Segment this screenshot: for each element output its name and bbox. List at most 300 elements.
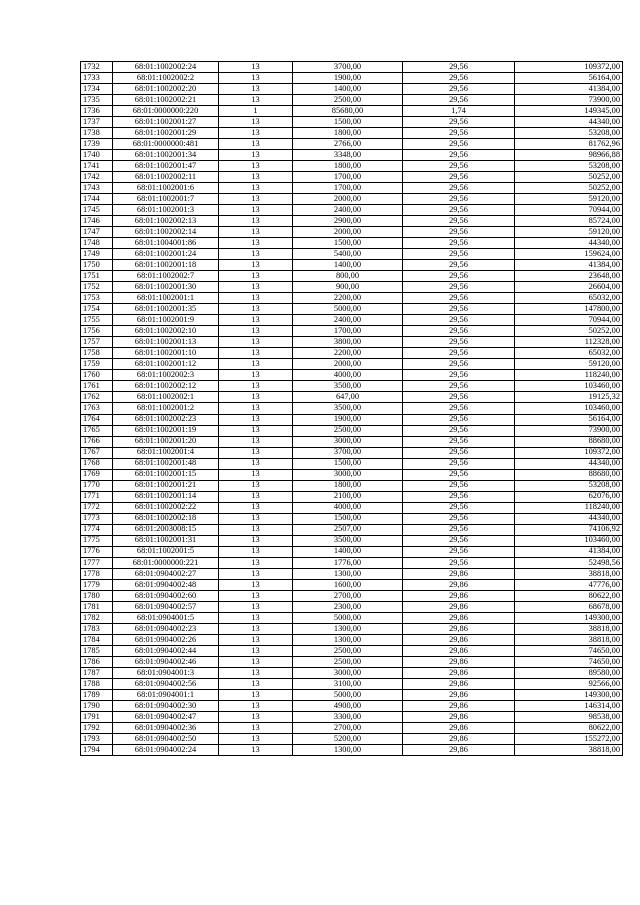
area-cell: 1900,00 [293, 73, 403, 84]
row-number-cell: 1739 [81, 139, 113, 150]
value-cell: 155272,00 [515, 733, 623, 744]
cadastral-number-cell: 68:01:1002001:29 [113, 128, 219, 139]
value-cell: 89580,00 [515, 667, 623, 678]
value-cell: 109372,00 [515, 62, 623, 73]
rate-cell: 29,56 [403, 293, 515, 304]
row-number-cell: 1761 [81, 381, 113, 392]
category-cell: 13 [219, 590, 293, 601]
value-cell: 47776,00 [515, 579, 623, 590]
category-cell: 13 [219, 678, 293, 689]
rate-cell: 29,56 [403, 381, 515, 392]
table-row [81, 667, 623, 678]
category-cell: 13 [219, 260, 293, 271]
rate-cell: 29,86 [403, 568, 515, 579]
rate-cell: 29,56 [403, 458, 515, 469]
area-cell: 2500,00 [293, 425, 403, 436]
category-cell: 13 [219, 458, 293, 469]
table-row [81, 381, 623, 392]
value-cell: 85724,00 [515, 216, 623, 227]
table-row [81, 194, 623, 205]
rate-cell: 29,86 [403, 733, 515, 744]
table-row [81, 293, 623, 304]
area-cell: 1300,00 [293, 634, 403, 645]
table-row [81, 260, 623, 271]
cadastral-number-cell: 68:01:1002001:34 [113, 150, 219, 161]
rate-cell: 29,56 [403, 304, 515, 315]
table-row [81, 73, 623, 84]
table-row [81, 711, 623, 722]
row-number-cell: 1743 [81, 183, 113, 194]
cadastral-number-cell: 68:01:1002001:48 [113, 458, 219, 469]
table-row [81, 216, 623, 227]
value-cell: 23648,00 [515, 271, 623, 282]
value-cell: 74106,92 [515, 524, 623, 535]
area-cell: 1700,00 [293, 172, 403, 183]
table-row [81, 656, 623, 667]
category-cell: 13 [219, 293, 293, 304]
row-number-cell: 1788 [81, 678, 113, 689]
category-cell: 13 [219, 194, 293, 205]
area-cell: 85680,00 [293, 106, 403, 117]
category-cell: 13 [219, 414, 293, 425]
value-cell: 44340,00 [515, 458, 623, 469]
row-number-cell: 1771 [81, 491, 113, 502]
rate-cell: 29,56 [403, 392, 515, 403]
value-cell: 149345,00 [515, 106, 623, 117]
category-cell: 13 [219, 689, 293, 700]
cadastral-number-cell: 68:01:1002002:7 [113, 271, 219, 282]
cadastral-number-cell: 68:01:0904002:48 [113, 579, 219, 590]
value-cell: 70944,00 [515, 315, 623, 326]
row-number-cell: 1774 [81, 524, 113, 535]
area-cell: 2700,00 [293, 590, 403, 601]
value-cell: 118240,00 [515, 370, 623, 381]
category-cell: 13 [219, 117, 293, 128]
area-cell: 3348,00 [293, 150, 403, 161]
table-row [81, 436, 623, 447]
table-row [81, 238, 623, 249]
row-number-cell: 1778 [81, 568, 113, 579]
rate-cell: 29,86 [403, 656, 515, 667]
category-cell: 13 [219, 733, 293, 744]
category-cell: 1 [219, 106, 293, 117]
row-number-cell: 1738 [81, 128, 113, 139]
value-cell: 98966,88 [515, 150, 623, 161]
row-number-cell: 1782 [81, 612, 113, 623]
value-cell: 70944,00 [515, 205, 623, 216]
area-cell: 2000,00 [293, 227, 403, 238]
area-cell: 4900,00 [293, 700, 403, 711]
row-number-cell: 1763 [81, 403, 113, 414]
area-cell: 2200,00 [293, 293, 403, 304]
area-cell: 1300,00 [293, 623, 403, 634]
area-cell: 1500,00 [293, 238, 403, 249]
area-cell: 3300,00 [293, 711, 403, 722]
cadastral-number-cell: 68:01:0904002:60 [113, 590, 219, 601]
cadastral-number-cell: 68:01:0904002:47 [113, 711, 219, 722]
value-cell: 44340,00 [515, 513, 623, 524]
value-cell: 41384,00 [515, 546, 623, 557]
value-cell: 88680,00 [515, 469, 623, 480]
cadastral-number-cell: 68:01:0904002:36 [113, 722, 219, 733]
table-row [81, 128, 623, 139]
area-cell: 4000,00 [293, 370, 403, 381]
cadastral-number-cell: 68:01:0904002:46 [113, 656, 219, 667]
area-cell: 3500,00 [293, 535, 403, 546]
category-cell: 13 [219, 282, 293, 293]
category-cell: 13 [219, 370, 293, 381]
category-cell: 13 [219, 348, 293, 359]
value-cell: 73900,00 [515, 95, 623, 106]
rate-cell: 29,56 [403, 414, 515, 425]
table-row [81, 271, 623, 282]
area-cell: 1500,00 [293, 513, 403, 524]
area-cell: 3500,00 [293, 381, 403, 392]
area-cell: 1800,00 [293, 128, 403, 139]
value-cell: 92566,00 [515, 678, 623, 689]
rate-cell: 29,56 [403, 491, 515, 502]
area-cell: 2700,00 [293, 722, 403, 733]
row-number-cell: 1783 [81, 623, 113, 634]
rate-cell: 29,56 [403, 524, 515, 535]
table-row [81, 568, 623, 579]
category-cell: 13 [219, 392, 293, 403]
area-cell: 2300,00 [293, 601, 403, 612]
row-number-cell: 1760 [81, 370, 113, 381]
row-number-cell: 1781 [81, 601, 113, 612]
value-cell: 74650,00 [515, 645, 623, 656]
category-cell: 13 [219, 524, 293, 535]
category-cell: 13 [219, 667, 293, 678]
table-row [81, 106, 623, 117]
value-cell: 53208,00 [515, 480, 623, 491]
area-cell: 1400,00 [293, 546, 403, 557]
rate-cell: 29,56 [403, 117, 515, 128]
value-cell: 146314,00 [515, 700, 623, 711]
area-cell: 2200,00 [293, 348, 403, 359]
value-cell: 38818,00 [515, 634, 623, 645]
table-row [81, 62, 623, 73]
cadastral-number-cell: 68:01:1002001:6 [113, 183, 219, 194]
table-row [81, 150, 623, 161]
cadastral-number-cell: 68:01:1002002:14 [113, 227, 219, 238]
category-cell: 13 [219, 62, 293, 73]
table-row [81, 447, 623, 458]
area-cell: 3800,00 [293, 337, 403, 348]
category-cell: 13 [219, 205, 293, 216]
category-cell: 13 [219, 128, 293, 139]
table-row [81, 546, 623, 557]
row-number-cell: 1766 [81, 436, 113, 447]
cadastral-number-cell: 68:01:1002001:10 [113, 348, 219, 359]
rate-cell: 29,56 [403, 139, 515, 150]
value-cell: 65032,00 [515, 293, 623, 304]
value-cell: 68678,00 [515, 601, 623, 612]
table-row [81, 304, 623, 315]
row-number-cell: 1740 [81, 150, 113, 161]
rate-cell: 29,86 [403, 678, 515, 689]
rate-cell: 29,86 [403, 590, 515, 601]
cadastral-number-cell: 68:01:0000000:221 [113, 557, 219, 568]
value-cell: 41384,00 [515, 260, 623, 271]
table-row [81, 733, 623, 744]
value-cell: 103460,00 [515, 403, 623, 414]
category-cell: 13 [219, 359, 293, 370]
value-cell: 103460,00 [515, 535, 623, 546]
area-cell: 5200,00 [293, 733, 403, 744]
area-cell: 1900,00 [293, 414, 403, 425]
area-cell: 2400,00 [293, 315, 403, 326]
value-cell: 74650,00 [515, 656, 623, 667]
category-cell: 13 [219, 271, 293, 282]
rate-cell: 29,56 [403, 502, 515, 513]
row-number-cell: 1785 [81, 645, 113, 656]
row-number-cell: 1764 [81, 414, 113, 425]
rate-cell: 29,56 [403, 326, 515, 337]
rate-cell: 29,86 [403, 689, 515, 700]
category-cell: 13 [219, 216, 293, 227]
area-cell: 1400,00 [293, 84, 403, 95]
row-number-cell: 1775 [81, 535, 113, 546]
area-cell: 2500,00 [293, 645, 403, 656]
cadastral-number-cell: 68:01:0904002:30 [113, 700, 219, 711]
category-cell: 13 [219, 634, 293, 645]
table-body [81, 62, 623, 756]
area-cell: 3700,00 [293, 447, 403, 458]
table-row [81, 282, 623, 293]
category-cell: 13 [219, 700, 293, 711]
row-number-cell: 1770 [81, 480, 113, 491]
category-cell: 13 [219, 744, 293, 755]
cadastral-number-cell: 68:01:0904002:23 [113, 623, 219, 634]
rate-cell: 29,56 [403, 194, 515, 205]
value-cell: 149300,00 [515, 689, 623, 700]
category-cell: 13 [219, 73, 293, 84]
category-cell: 13 [219, 579, 293, 590]
row-number-cell: 1753 [81, 293, 113, 304]
rate-cell: 29,56 [403, 436, 515, 447]
category-cell: 13 [219, 480, 293, 491]
rate-cell: 29,56 [403, 425, 515, 436]
cadastral-number-cell: 68:01:1002001:15 [113, 469, 219, 480]
category-cell: 13 [219, 535, 293, 546]
category-cell: 13 [219, 557, 293, 568]
cadastral-number-cell: 68:01:1002001:30 [113, 282, 219, 293]
area-cell: 3700,00 [293, 62, 403, 73]
area-cell: 2500,00 [293, 656, 403, 667]
table-row [81, 348, 623, 359]
row-number-cell: 1755 [81, 315, 113, 326]
value-cell: 53208,00 [515, 161, 623, 172]
category-cell: 13 [219, 469, 293, 480]
cadastral-number-cell: 68:01:1002002:11 [113, 172, 219, 183]
value-cell: 59120,00 [515, 194, 623, 205]
table-row [81, 139, 623, 150]
table-row [81, 524, 623, 535]
cadastral-number-cell: 68:01:1002001:4 [113, 447, 219, 458]
category-cell: 13 [219, 315, 293, 326]
row-number-cell: 1780 [81, 590, 113, 601]
rate-cell: 29,56 [403, 249, 515, 260]
area-cell: 800,00 [293, 271, 403, 282]
value-cell: 50252,00 [515, 172, 623, 183]
category-cell: 13 [219, 645, 293, 656]
value-cell: 73900,00 [515, 425, 623, 436]
cadastral-value-table [80, 61, 623, 756]
row-number-cell: 1737 [81, 117, 113, 128]
table-row [81, 392, 623, 403]
area-cell: 647,00 [293, 392, 403, 403]
value-cell: 62076,00 [515, 491, 623, 502]
cadastral-number-cell: 68:01:1002002:18 [113, 513, 219, 524]
cadastral-number-cell: 68:01:1002001:47 [113, 161, 219, 172]
table-row [81, 689, 623, 700]
table-row [81, 326, 623, 337]
value-cell: 103460,00 [515, 381, 623, 392]
cadastral-number-cell: 68:01:1002001:18 [113, 260, 219, 271]
rate-cell: 29,56 [403, 183, 515, 194]
area-cell: 3000,00 [293, 469, 403, 480]
category-cell: 13 [219, 150, 293, 161]
rate-cell: 29,56 [403, 447, 515, 458]
rate-cell: 29,56 [403, 161, 515, 172]
rate-cell: 29,56 [403, 62, 515, 73]
cadastral-number-cell: 68:01:1002001:31 [113, 535, 219, 546]
category-cell: 13 [219, 502, 293, 513]
cadastral-number-cell: 68:01:1002001:24 [113, 249, 219, 260]
area-cell: 2000,00 [293, 194, 403, 205]
rate-cell: 29,56 [403, 546, 515, 557]
rate-cell: 29,56 [403, 227, 515, 238]
value-cell: 50252,00 [515, 183, 623, 194]
cadastral-number-cell: 68:01:1002001:14 [113, 491, 219, 502]
category-cell: 13 [219, 568, 293, 579]
value-cell: 50252,00 [515, 326, 623, 337]
cadastral-number-cell: 68:01:1002001:12 [113, 359, 219, 370]
rate-cell: 29,86 [403, 579, 515, 590]
area-cell: 1400,00 [293, 260, 403, 271]
cadastral-number-cell: 68:01:1002002:24 [113, 62, 219, 73]
area-cell: 5400,00 [293, 249, 403, 260]
area-cell: 2766,00 [293, 139, 403, 150]
row-number-cell: 1745 [81, 205, 113, 216]
cadastral-number-cell: 68:01:0904002:24 [113, 744, 219, 755]
value-cell: 88680,00 [515, 436, 623, 447]
row-number-cell: 1742 [81, 172, 113, 183]
cadastral-number-cell: 68:01:1002001:3 [113, 205, 219, 216]
table-row [81, 480, 623, 491]
row-number-cell: 1759 [81, 359, 113, 370]
category-cell: 13 [219, 546, 293, 557]
table-row [81, 458, 623, 469]
table-row [81, 700, 623, 711]
table-row [81, 634, 623, 645]
value-cell: 38818,00 [515, 744, 623, 755]
row-number-cell: 1767 [81, 447, 113, 458]
table-row [81, 425, 623, 436]
rate-cell: 29,56 [403, 513, 515, 524]
rate-cell: 29,86 [403, 623, 515, 634]
category-cell: 13 [219, 612, 293, 623]
table-row [81, 359, 623, 370]
cadastral-number-cell: 68:01:0904002:26 [113, 634, 219, 645]
table-row [81, 161, 623, 172]
area-cell: 5000,00 [293, 689, 403, 700]
row-number-cell: 1757 [81, 337, 113, 348]
category-cell: 13 [219, 403, 293, 414]
row-number-cell: 1769 [81, 469, 113, 480]
value-cell: 41384,00 [515, 84, 623, 95]
row-number-cell: 1765 [81, 425, 113, 436]
table-row [81, 535, 623, 546]
area-cell: 1500,00 [293, 458, 403, 469]
value-cell: 56164,00 [515, 414, 623, 425]
category-cell: 13 [219, 447, 293, 458]
row-number-cell: 1768 [81, 458, 113, 469]
value-cell: 118240,00 [515, 502, 623, 513]
area-cell: 2000,00 [293, 359, 403, 370]
area-cell: 1300,00 [293, 744, 403, 755]
rate-cell: 29,56 [403, 535, 515, 546]
area-cell: 3000,00 [293, 436, 403, 447]
category-cell: 13 [219, 381, 293, 392]
category-cell: 13 [219, 623, 293, 634]
rate-cell: 29,86 [403, 645, 515, 656]
row-number-cell: 1736 [81, 106, 113, 117]
value-cell: 109372,00 [515, 447, 623, 458]
area-cell: 3100,00 [293, 678, 403, 689]
rate-cell: 29,56 [403, 370, 515, 381]
row-number-cell: 1746 [81, 216, 113, 227]
area-cell: 5000,00 [293, 304, 403, 315]
area-cell: 1500,00 [293, 117, 403, 128]
rate-cell: 29,56 [403, 557, 515, 568]
area-cell: 2100,00 [293, 491, 403, 502]
cadastral-number-cell: 68:01:0904001:3 [113, 667, 219, 678]
row-number-cell: 1787 [81, 667, 113, 678]
category-cell: 13 [219, 436, 293, 447]
table-row [81, 491, 623, 502]
table-row [81, 403, 623, 414]
category-cell: 13 [219, 84, 293, 95]
rate-cell: 29,56 [403, 271, 515, 282]
category-cell: 13 [219, 249, 293, 260]
category-cell: 13 [219, 238, 293, 249]
rate-cell: 29,56 [403, 84, 515, 95]
cadastral-number-cell: 68:01:1002001:9 [113, 315, 219, 326]
rate-cell: 29,56 [403, 480, 515, 491]
cadastral-number-cell: 68:01:1004001:86 [113, 238, 219, 249]
row-number-cell: 1786 [81, 656, 113, 667]
value-cell: 38818,00 [515, 568, 623, 579]
rate-cell: 29,56 [403, 216, 515, 227]
rate-cell: 29,56 [403, 337, 515, 348]
cadastral-number-cell: 68:01:0904002:56 [113, 678, 219, 689]
row-number-cell: 1792 [81, 722, 113, 733]
row-number-cell: 1749 [81, 249, 113, 260]
area-cell: 900,00 [293, 282, 403, 293]
rate-cell: 29,56 [403, 403, 515, 414]
value-cell: 44340,00 [515, 117, 623, 128]
area-cell: 1600,00 [293, 579, 403, 590]
rate-cell: 29,86 [403, 744, 515, 755]
row-number-cell: 1777 [81, 557, 113, 568]
value-cell: 38818,00 [515, 623, 623, 634]
row-number-cell: 1733 [81, 73, 113, 84]
area-cell: 1700,00 [293, 183, 403, 194]
cadastral-number-cell: 68:01:0000000:481 [113, 139, 219, 150]
row-number-cell: 1751 [81, 271, 113, 282]
